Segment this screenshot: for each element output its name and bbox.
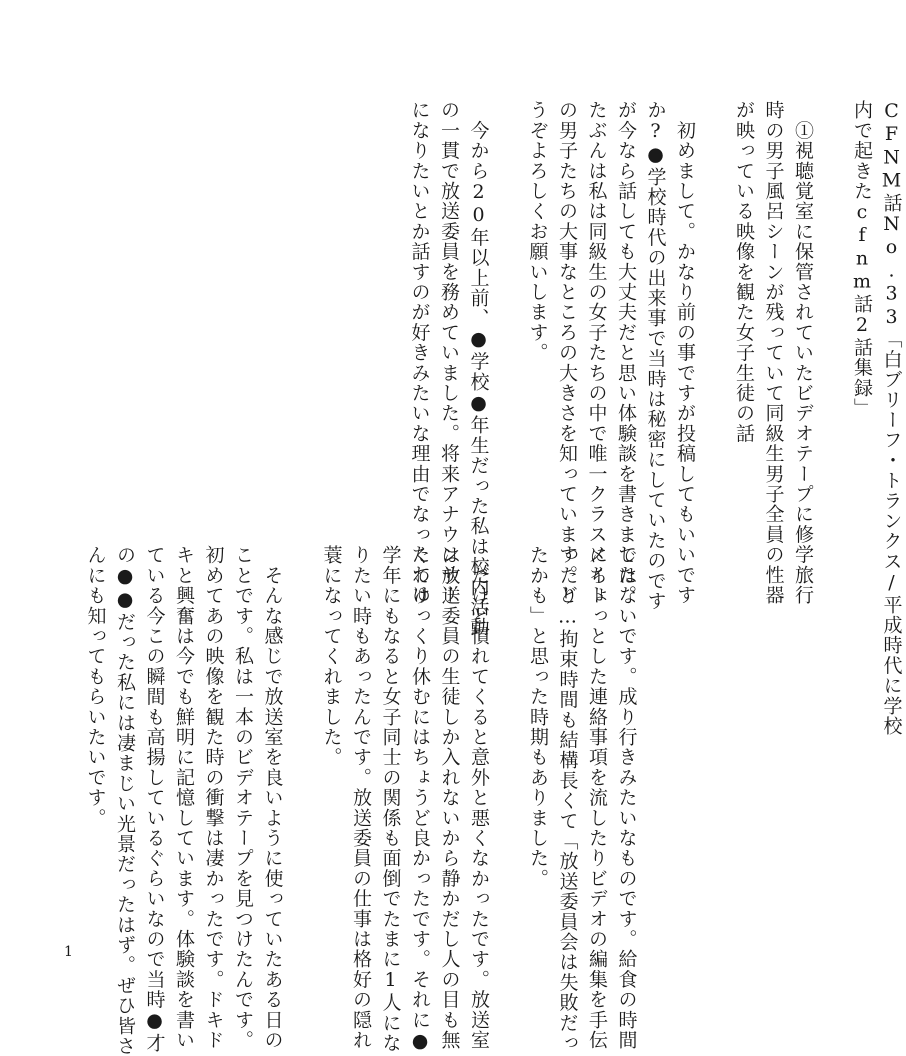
- text-line: ①視聴覚室に保管されていたビデオテープに修学旅行: [792, 100, 814, 605]
- text-line: 初めてあの映像を観た時の衝撃は凄かったです。ドキド: [202, 545, 225, 1050]
- text-line: たかも」と思った時期もありました。: [527, 545, 549, 889]
- text-line: ことです。私は一本のビデオテープを見つけたんです。: [232, 545, 254, 1050]
- text-line: [817, 100, 847, 500]
- text-line: 初めまして。かなり前の事ですが投稿してもいいです: [674, 100, 696, 605]
- text-line: [493, 545, 523, 945]
- text-line: になりたいとか話すのが好きみたいな理由でなったわけ: [408, 100, 431, 605]
- text-line: キと興奮は今でも鮮明に記憶しています。体験談を書い: [173, 545, 195, 1050]
- text-line: たぶんは私は同級生の女子たちの中で唯一クラスメイト: [585, 100, 608, 605]
- text-line: [287, 545, 317, 945]
- text-line: 今から20年以上前、●学校●年生だった私は校内活動: [467, 100, 490, 638]
- text-line: ではないです。成り行きみたいなものです。給食の時間: [615, 545, 638, 1050]
- text-line: そんな感じで放送室を良いように使っていたある日の: [261, 545, 284, 1050]
- text-line: [699, 100, 729, 500]
- text-line: にちょっとした連絡事項を流したりビデオの編集を手伝: [586, 545, 608, 1050]
- text-line: の●●だった私には凄まじい光景だったはず。ぜひ皆さ: [114, 545, 136, 1056]
- text-column-bottom: [80, 545, 641, 1056]
- text-line: 蓑になってくれました。: [320, 545, 343, 768]
- text-line: うぞよろしくお願いします。: [526, 100, 549, 363]
- text-line: の男子たちの大事なところの大きさを知っています。ど: [556, 100, 578, 605]
- text-line: ている今この瞬間も高揚しているぐらいなので当時●才: [143, 545, 166, 1053]
- text-line: は放送委員の生徒しか入れないから静かだし人の目も無: [438, 545, 461, 1050]
- page-number: 1: [64, 944, 73, 960]
- text-line: ったり…拘束時間も結構長くて「放送委員会は失敗だっ: [556, 545, 579, 1053]
- text-line: 学年にもなると女子同士の関係も面倒でたまに1人にな: [379, 545, 402, 1053]
- text-line: [493, 100, 523, 500]
- text-line: 時の男子風呂シーンが残っていて同級生男子全員の性器: [762, 100, 785, 605]
- text-line: りたい時もあったんです。放送委員の仕事は格好の隠れ: [350, 545, 372, 1050]
- text-line: が映っている映像を観た女子生徒の話: [733, 100, 755, 444]
- text-line: が今なら話しても大丈夫だと思い体験談を書きました。: [615, 100, 637, 605]
- text-line: んにも知ってもらいたいです。: [84, 545, 107, 828]
- text-line: の一貫で放送委員を務めていました。将来アナウンサー: [438, 100, 460, 605]
- text-line: くてゆっくり休むにはちょうど良かったです。それに●: [409, 545, 431, 1053]
- text-line: 内で起きたcfnm話2話集録」: [851, 100, 873, 418]
- text-line: だけど慣れてくると意外と悪くなかったです。放送室: [468, 545, 490, 1050]
- text-line: CFNM話No.33「白ブリーフ・トランクス/平成時代に学校: [880, 100, 903, 736]
- text-line: か?●学校時代の出来事で当時は秘密にしていたのです: [644, 100, 667, 611]
